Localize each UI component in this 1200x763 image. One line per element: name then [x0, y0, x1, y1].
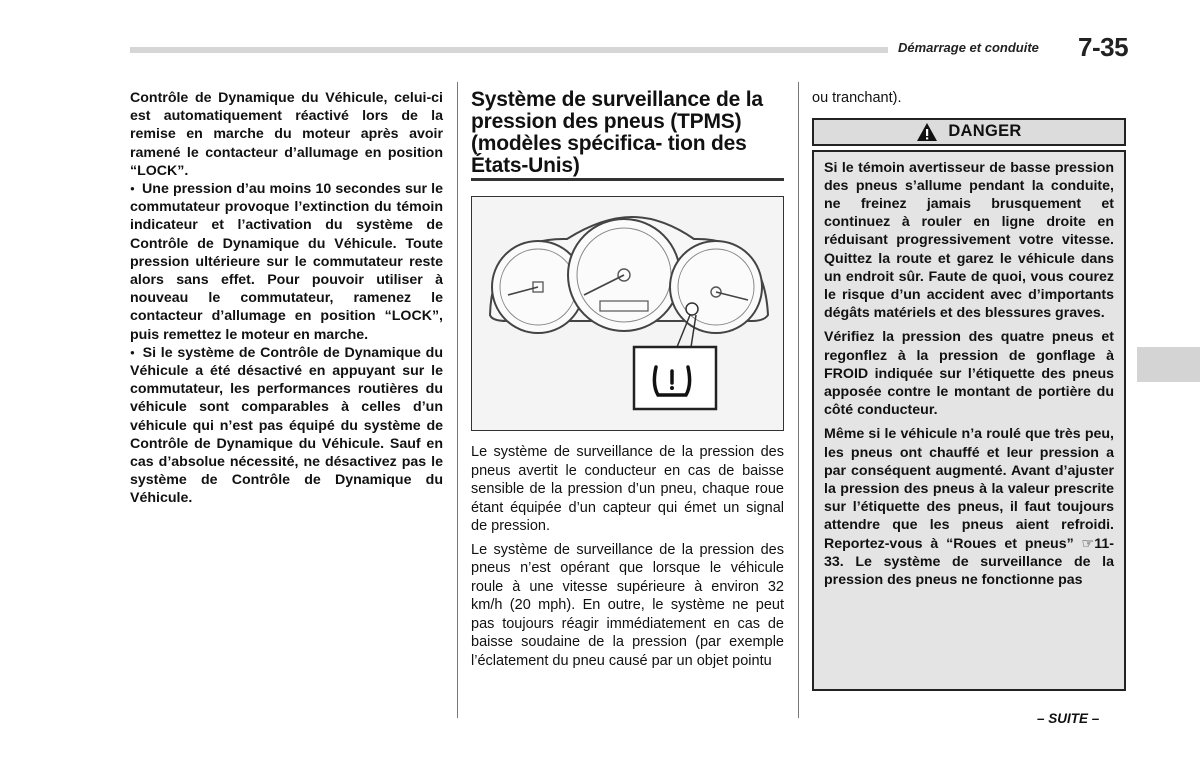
- column-divider-2: [798, 82, 799, 718]
- header-section-title: Démarrage et conduite: [898, 40, 1039, 55]
- column-1: [130, 89, 443, 508]
- bullet-text: Si le système de Contrôle de Dynamique du Véhicule a été désactivé en appuyant sur le commutateur, les performances routières du véhicule sont comparables à celles d’un véhicule qui n’est pas équipé du système de Contrôle de Dynamique du Véhicule. Sauf en cas d’absolue nécessité, ne désactivez pas le système de Contrôle de Dynamique du Véhicule.: [130, 344, 443, 507]
- section-title: Système de surveillance de la pression des pneus (TPMS) (modèles spécifica- tion des États-Unis): [471, 88, 763, 177]
- danger-label: DANGER: [948, 122, 1022, 140]
- danger-header: [812, 118, 1126, 146]
- header-rule: [130, 47, 888, 53]
- tpms-lamp-location: [686, 303, 698, 315]
- column-3: [812, 89, 1126, 691]
- chapter-tab: [1137, 347, 1200, 382]
- continued-marker: – SUITE –: [1037, 711, 1100, 726]
- warning-triangle-icon: [916, 122, 938, 142]
- bullet-paragraph: [130, 344, 443, 508]
- danger-paragraph: Vérifiez la pression des quatre pneus et regonflez à la pression de gonflage à FROID indiquée sur l’étiquette des pneus apposée contre le montant de portière du côté conducteur.: [824, 329, 1114, 419]
- danger-paragraph: Même si le véhicule n’a roulé que très peu, les pneus ont chauffé et leur pression a par conséquent augmenté. Avant d’ajuster la pression des pneus à la valeur prescrite sur l’étiquette des pneus, il faut toujours attendre que les pneus aient refroidi. Reportez-vous à “Roues et pneus” ☞11-33. Le système de surveillance de la pression des pneus ne fonctionne pas: [824, 426, 1114, 588]
- bullet-text: Une pression d’au moins 10 secondes sur le commutateur provoque l’extinction du témoin indicateur et l’activation du système de Contrôle de Dynamique du Véhicule. Toute pression ultérieure sur le commutateur reste alors sans effet. Pour pouvoir utiliser à nouveau le commutateur, ramenez le contacteur d’allumage en position “LOCK”, puis remettez le moteur en marche.: [130, 181, 443, 343]
- paragraph: Contrôle de Dynamique du Véhicule, celui-ci est automatiquement réactivé lors de la remise en marche du moteur après avoir ramené le contacteur d’allumage en position “LOCK”.: [130, 90, 443, 179]
- continued-text: ou tranchant).: [812, 90, 902, 106]
- bullet-paragraph: [130, 180, 443, 344]
- title-underline: [471, 178, 784, 181]
- danger-box: [812, 150, 1126, 691]
- danger-paragraph: Si le témoin avertisseur de basse pression des pneus s’allume pendant la conduite, ne freinez jamais brusquement et continuez à rouler en ligne droite en réduisant progressivement votre vitesse. Quittez la route et garez le véhicule dans un endroit sûr. Faute de quoi, vous courez le risque d’un accident avec d’importants dégâts matériels et des blessures graves.: [824, 159, 1114, 322]
- paragraph: Le système de surveillance de la pression des pneus n’est opérant que lorsque le véhicule roule à une vitesse supérieure à environ 32 km/h (20 mph). En outre, le système ne peut pas toujours réagir immédiatement en cas de baisse soudaine de la pression (par exemple l’éclatement du pneu causé par un objet pointu: [471, 541, 784, 669]
- tpms-callout-box: [634, 347, 716, 409]
- column-divider-1: [457, 82, 458, 718]
- instrument-cluster-figure: [471, 196, 784, 431]
- paragraph: Le système de surveillance de la pression des pneus avertit le conducteur en cas de baisse sensible de la pression d’un pneu, chaque roue étant équipée d’un capteur qui émet un signal de pression.: [471, 444, 784, 534]
- instrument-cluster-illustration: [472, 197, 783, 430]
- column-2: [471, 89, 784, 675]
- page-number: 7-35: [1078, 32, 1129, 62]
- body-text: [471, 443, 784, 670]
